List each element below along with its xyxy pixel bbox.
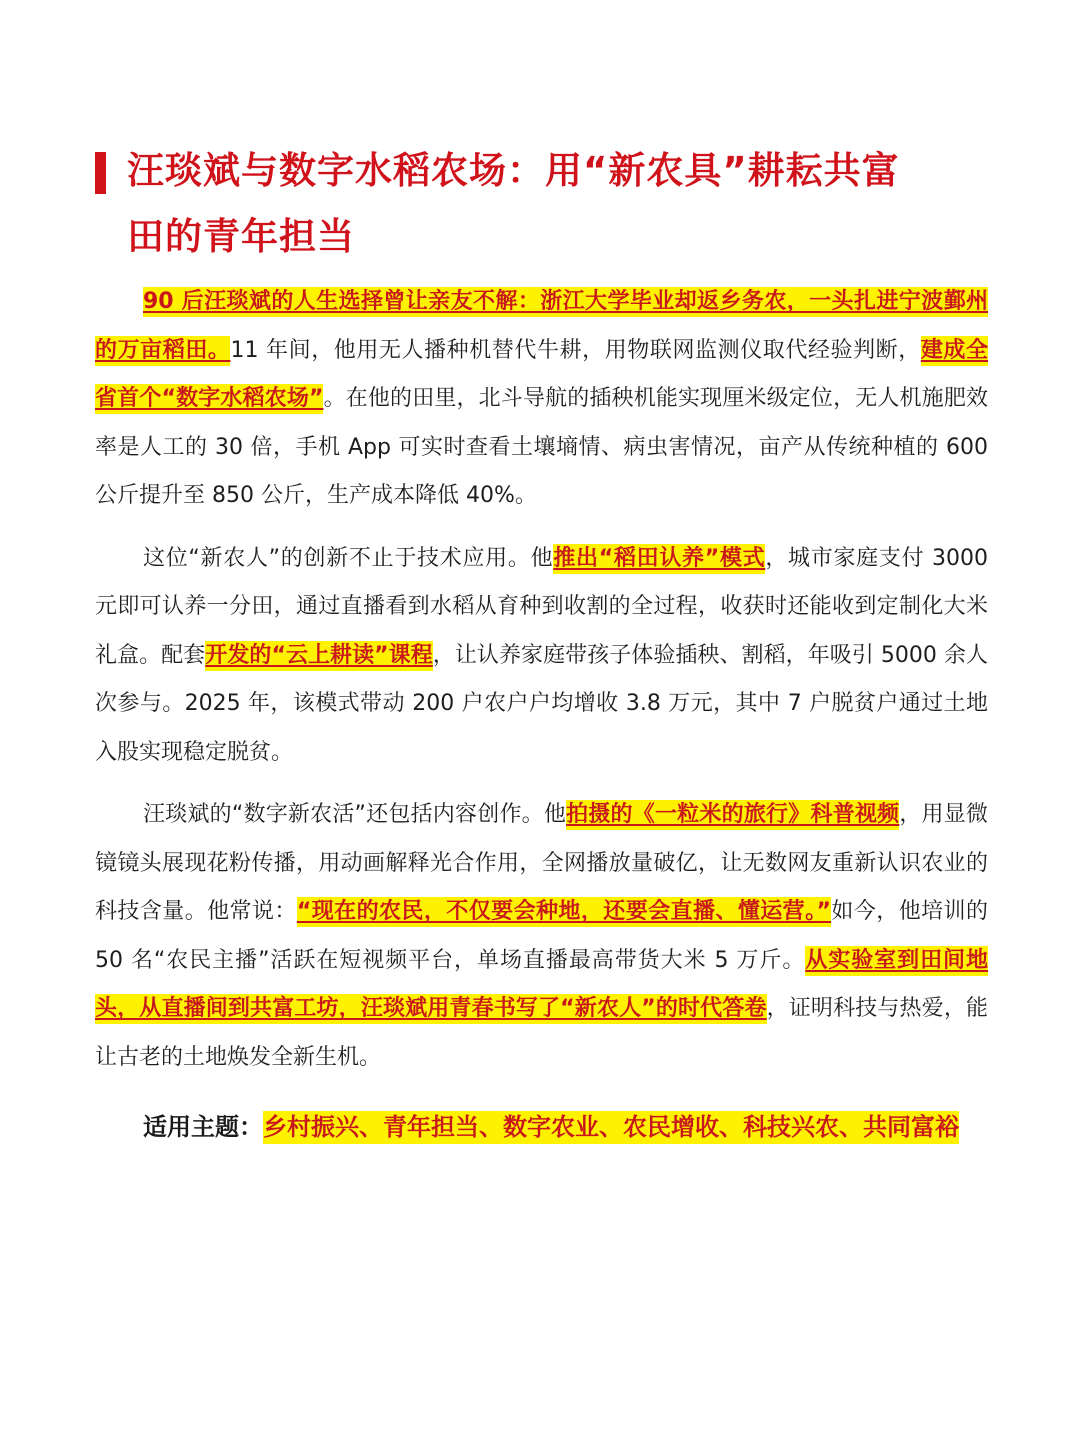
highlight-returning-home: 90 后汪琰斌的人生选择曾让亲友不解：浙江大学毕业却返乡务农，一头扎进宁波鄞州的万亩稻田。 — [95, 287, 988, 366]
highlight-conclusion: 从实验室到田间地头，从直播间到共富工坊，汪琰斌用青春书写了“新农人”的时代答卷 — [95, 946, 988, 1025]
paragraph-2-text-a: 这位“新农人”的创新不止于技术应用。他 — [143, 545, 554, 571]
paragraph-3-text-a: 汪琰斌的“数字新农活”还包括内容创作。他 — [143, 802, 567, 827]
topics-label: 适用主题 — [143, 1113, 239, 1141]
title-line-2: 田的青年担当 — [127, 215, 355, 258]
paragraph-3-text-d: ，证明科技与热爱，能让古老的土地焕发全新生机。 — [95, 996, 988, 1070]
paragraph-3 — [95, 791, 988, 1082]
paragraph-3-text-b: ，用显微镜镜头展现花粉传播，用动画解释光合作用，全网播放量破亿，让无数网友重新认识农业的科技含量。他常说： — [95, 802, 988, 924]
paragraph-2 — [95, 535, 988, 778]
highlight-digital-farm: 建成全省首个“数字水稻农场” — [95, 336, 988, 415]
topics-value: 乡村振兴、青年担当、数字农业、农民增收、科技兴农、共同富裕 — [263, 1111, 959, 1144]
topics-line — [95, 1100, 988, 1154]
title-accent-bar — [95, 152, 106, 194]
highlight-field-adoption: 推出“稻田认养”模式 — [553, 544, 765, 574]
page-title — [95, 138, 988, 270]
article — [95, 138, 988, 1154]
paragraph-1-text-a: 11 年间，他用无人播种机替代牛耕，用物联网监测仪取代经验判断， — [230, 337, 921, 363]
paragraph-1 — [95, 278, 988, 521]
paragraph-3-text-c: 如今，他培训的 50 名“农民主播”活跃在短视频平台，单场直播最高带货大米 5 万斤。 — [95, 899, 988, 973]
highlight-science-video: 拍摄的《一粒米的旅行》科普视频 — [566, 800, 899, 830]
highlight-quote: “现在的农民，不仅要会种地，还要会直播、懂运营。” — [297, 897, 831, 927]
paragraph-2-text-b: ，城市家庭支付 3000 元即可认养一分田，通过直播看到水稻从育种到收割的全过程，收获时还能收到定制化大米礼盒。配套 — [95, 545, 989, 668]
paragraph-1-text-b: 。在他的田里，北斗导航的插秧机能实现厘米级定位，无人机施肥效率是人工的 30 倍，手机 App 可实时查看土壤墒情、病虫害情况，亩产从传统种植的 600 公斤提升至 850 公斤，生产成本降低 40%。 — [95, 386, 988, 508]
title-line-1: 汪琰斌与数字水稻农场：用“新农具”耕耘共富 — [127, 149, 900, 192]
highlight-cloud-course: 开发的“云上耕读”课程 — [205, 641, 433, 671]
paragraph-2-text-c: ，让认养家庭带孩子体验插秧、割稻，年吸引 5000 余人次参与。2025 年，该模式带动 200 户农户户均增收 3.8 万元，其中 7 户脱贫户通过土地入股实现稳定脱贫。 — [95, 642, 988, 765]
title-block — [95, 138, 988, 270]
topics-colon: ： — [239, 1113, 263, 1141]
